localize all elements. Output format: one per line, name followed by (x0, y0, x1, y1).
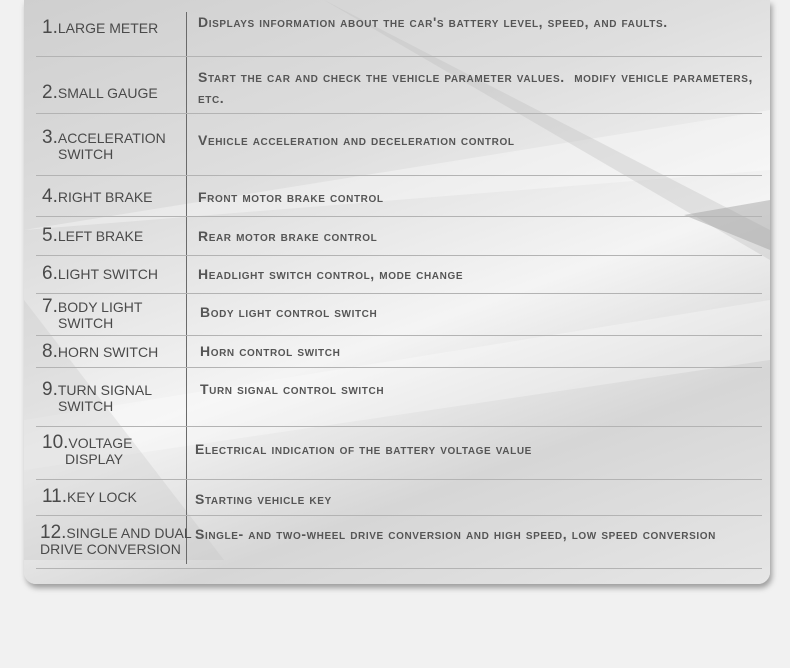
desc-line: starting vehicle key (195, 491, 332, 507)
row-number: 2. (42, 82, 58, 103)
row-number: 12. (40, 522, 67, 543)
table-row (36, 217, 762, 256)
row-description (198, 12, 668, 33)
desc-line: Vehicle acceleration and deceleration control (198, 132, 515, 148)
row-name-line2: DRIVE CONVERSION (40, 541, 181, 557)
desc-line: horn control switch (200, 343, 341, 359)
row-number: 4. (42, 186, 58, 207)
row-label (42, 186, 153, 207)
desc-line: low speed conversion (571, 526, 716, 542)
table-row (36, 336, 762, 368)
row-name: HORN SWITCH (57, 344, 159, 360)
table-row (36, 516, 762, 569)
desc-line: Start the car and check the vehicle parameter values. (198, 69, 565, 85)
row-name: RIGHT BRAKE (57, 189, 153, 205)
row-label (42, 379, 152, 414)
row-description (198, 264, 463, 285)
row-name: LEFT BRAKE (57, 228, 144, 244)
row-label (42, 225, 144, 246)
row-number: 10. (42, 432, 69, 453)
table-row (36, 0, 762, 57)
row-name: KEY LOCK (67, 489, 137, 505)
desc-line: Single- and two-wheel drive conversion and high speed, (195, 526, 568, 542)
row-name: VOLTAGE (68, 435, 133, 451)
row-number: 9. (42, 379, 58, 400)
row-description (195, 439, 532, 460)
desc-line: Turn signal control switch (200, 381, 385, 397)
table-row (36, 114, 762, 176)
desc-line: Electrical indication of the battery voltage value (195, 441, 532, 457)
row-name: LARGE METER (57, 20, 159, 36)
row-description (200, 379, 384, 400)
row-label (42, 486, 137, 507)
table-row (36, 176, 762, 217)
table-row (36, 480, 762, 516)
row-description (200, 302, 377, 323)
row-description (198, 187, 384, 208)
row-number: 8. (42, 341, 58, 362)
desc-line: front motor brake control (198, 189, 384, 205)
row-name: BODY LIGHT (57, 299, 143, 315)
row-number: 3. (42, 127, 58, 148)
row-number: 5. (42, 225, 58, 246)
desc-line: Body light control switch (200, 304, 378, 320)
row-name-line2: SWITCH (58, 398, 114, 414)
row-name: LIGHT SWITCH (57, 266, 158, 282)
row-label (42, 127, 166, 162)
row-label (42, 296, 143, 331)
row-name: SMALL GAUGE (57, 85, 158, 101)
desc-line: speed, and faults. (547, 14, 668, 30)
row-label (42, 17, 159, 38)
row-name: ACCELERATION (57, 130, 166, 146)
desc-line: modify vehicle parameters, etc. (198, 69, 753, 106)
table-row (36, 294, 762, 336)
row-description (200, 341, 340, 362)
row-number: 6. (42, 263, 58, 284)
row-label (42, 263, 158, 284)
table-row (36, 256, 762, 294)
table-row (36, 368, 762, 427)
row-description (195, 489, 332, 510)
row-label (42, 432, 133, 467)
row-label (40, 522, 192, 557)
row-name: SINGLE AND DUAL (66, 525, 192, 541)
row-description (198, 67, 762, 109)
row-label (42, 82, 158, 103)
table-row (36, 57, 762, 114)
table-row (36, 427, 762, 480)
row-name-line2: SWITCH (58, 315, 114, 331)
row-description (198, 226, 377, 247)
desc-line: headlight switch control, mode change (198, 266, 464, 282)
row-number: 11. (42, 486, 68, 507)
desc-line: displays information about the car's battery level, (198, 14, 544, 30)
desc-line: rear motor brake control (198, 228, 378, 244)
row-name-line2: SWITCH (58, 146, 114, 162)
row-name-line2: DISPLAY (65, 451, 124, 467)
row-number: 7. (42, 296, 58, 317)
row-number: 1. (42, 17, 58, 38)
row-label (42, 341, 159, 362)
row-name: TURN SIGNAL (57, 382, 152, 398)
spec-panel (24, 0, 770, 584)
row-description (198, 130, 515, 151)
row-description (195, 524, 716, 545)
